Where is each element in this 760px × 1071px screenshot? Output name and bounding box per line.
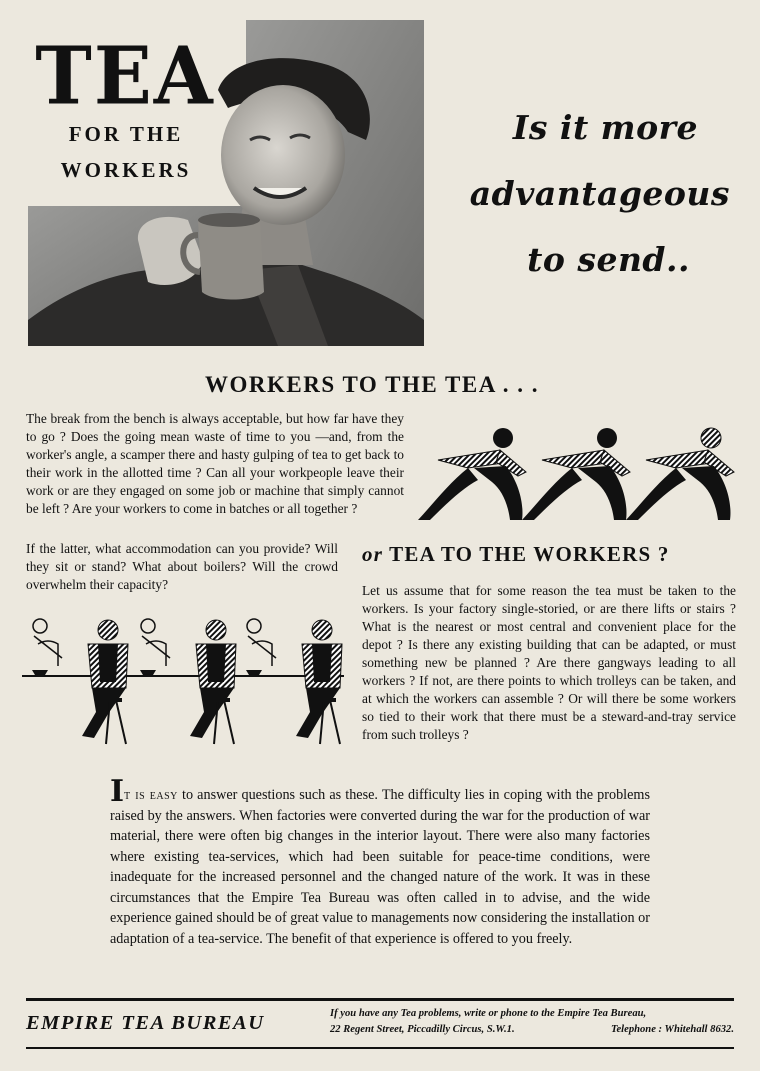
section2-heading-or: or xyxy=(362,542,384,566)
headline-title: TEA xyxy=(35,28,215,123)
closing-smallcaps: t is easy xyxy=(124,787,178,803)
section2-heading-text: TEA TO THE WORKERS ? xyxy=(389,542,670,566)
footer-address-line xyxy=(330,1024,734,1035)
footer-phone: Telephone : Whitehall 8632. xyxy=(610,1024,734,1035)
seated-figure xyxy=(140,619,236,744)
footer-contact-line: If you have any Tea problems, write or phone to the Empire Tea Bureau, xyxy=(330,1008,647,1019)
seated-figure xyxy=(32,619,128,744)
headline-subtitle-line1: FOR THE xyxy=(68,122,184,146)
closing-text: to answer questions such as these. The difficulty lies in coping with the problems raised by the answers. When factories were converted during the war for the production of war material, there were often big changes in the interior layout. There were also many factories where existing tea-services, which had been suitable for peace-time conditions, were inadequate for the increased personnel and the changed nature of the work. It was in these circumstances that the Empire Tea Bureau was often called in to advise, and the wide experience gained should be of great value to managements now considering the installation or adaptation of a tea-service. The benefit of that experience is offered to you freely. xyxy=(110,787,650,947)
question-line3: to send.. xyxy=(527,240,690,279)
section1-heading: WORKERS TO THE TEA . . . xyxy=(205,372,540,397)
runner-figure xyxy=(626,428,734,520)
section1-text-narrow: If the latter, what accommodation can you provide? Will they sit or stand? What about boilers? Will the crowd overwhelm their capacity? xyxy=(26,541,338,592)
headline-subtitle-line2: WORKERS xyxy=(60,158,192,182)
question-line2: advantageous xyxy=(469,174,730,213)
footer-address: 22 Regent Street, Piccadilly Circus, S.W.1. xyxy=(330,1024,515,1035)
seated-workers-illustration xyxy=(22,614,344,750)
footer-brand: EMPIRE TEA BUREAU xyxy=(26,1012,265,1034)
footer-rule-bottom xyxy=(26,1047,734,1049)
section2-heading xyxy=(362,542,670,567)
closing-paragraph xyxy=(110,774,650,949)
runner-figure xyxy=(418,428,526,520)
section1-text-wide: The break from the bench is always acceptable, but how far have they to go ? Does the going mean waste of time to you —and, from the worker's angle, a scamper there and hasty gulping of tea to get back to their work in the allotted time ? Can all your workpeople leave their work or are they engaged on some job or machine that simply cannot be left ? Are your workers to come in batches or all together ? xyxy=(26,411,404,516)
running-workers-illustration xyxy=(408,424,740,528)
footer-rule-top xyxy=(26,998,734,1001)
closing-dropcap: I xyxy=(110,774,125,809)
seated-figure xyxy=(246,619,342,744)
question-line1: Is it more xyxy=(512,108,698,147)
runner-figure xyxy=(522,428,630,520)
section2-text: Let us assume that for some reason the tea must be taken to the workers. Is your factory single-storied, or are there lifts or stairs ? What is the nearest or most central and convenient place for the depot ? Is there any existing building that can be adapted, or must something new be planned ? Are there gangways leading to all workers ? If not, are there points to which trolleys can be taken, and at which the workers can assemble ? Or will there be some workers so tied to their work that there must be a steward-and-tray service from such trolleys ? xyxy=(362,583,736,742)
